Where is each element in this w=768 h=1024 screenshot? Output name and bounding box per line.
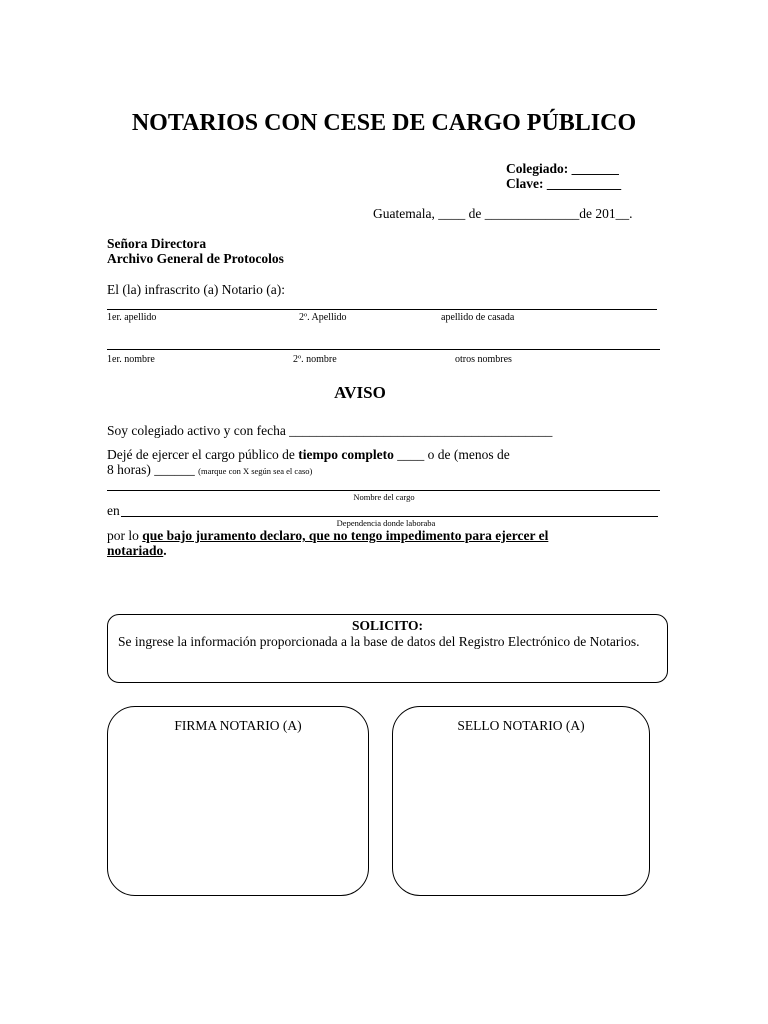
ejercer-instruction: (marque con X según sea el caso) (198, 466, 313, 476)
sello-label: SELLO NOTARIO (A) (457, 718, 585, 733)
en-label: en (107, 503, 120, 518)
ejercer-line-2 (107, 462, 312, 478)
declaracion-text: que bajo juramento declaro, que no tengo impedimento para ejercer el (142, 528, 549, 543)
solicito-text: Se ingrese la información proporcionada a la base de datos del Registro Electrónico de Notarios. (118, 634, 640, 649)
surname-label-2: 2º. Apellido (299, 312, 347, 323)
ejercer-line2-prefix: 8 horas) ______ (107, 462, 199, 477)
date-line: Guatemala, ____ de ______________de 201__. (373, 206, 633, 221)
name-label-1: 1er. nombre (107, 354, 155, 365)
declaracion-prefix: por lo (107, 528, 143, 543)
sello-box (392, 706, 650, 896)
solicito-box (107, 614, 668, 683)
name-label-2: 2º. nombre (293, 354, 337, 365)
solicito-heading: SOLICITO: (351, 618, 424, 633)
clave-field: Clave: ___________ (506, 176, 622, 191)
surname-label-3: apellido de casada (441, 312, 515, 323)
document-title: NOTARIOS CON CESE DE CARGO PÚBLICO (131, 110, 637, 136)
cargo-caption: Nombre del cargo (353, 492, 415, 502)
tiempo-completo: tiempo completo (298, 447, 394, 462)
cargo-line (107, 490, 660, 491)
dependencia-caption: Dependencia donde laboraba (336, 518, 436, 528)
declaracion-line-2 (107, 543, 167, 559)
declaracion-notariado: notariado (107, 543, 164, 558)
firma-box (107, 706, 369, 896)
colegiado-fecha-line: Soy colegiado activo y con fecha _______________________________________ (107, 423, 553, 438)
name-label-3: otros nombres (455, 354, 512, 365)
dependencia-line (121, 516, 658, 517)
recipient-title: Señora Directora (107, 236, 207, 251)
ejercer-prefix: Dejé de ejercer el cargo público de (107, 447, 299, 462)
infrascrito-label: El (la) infrascrito (a) Notario (a): (107, 282, 286, 297)
surnames-line (107, 309, 657, 310)
declaracion-end: . (163, 543, 167, 558)
names-line (107, 349, 660, 350)
surname-label-1: 1er. apellido (107, 312, 157, 323)
aviso-heading: AVISO (334, 383, 386, 402)
firma-label: FIRMA NOTARIO (A) (174, 718, 302, 733)
recipient-office: Archivo General de Protocolos (107, 251, 284, 266)
ejercer-line-1 (107, 447, 510, 463)
colegiado-field: Colegiado: _______ (506, 161, 619, 176)
declaracion-line-1 (107, 528, 660, 544)
ejercer-suffix: ____ o de (menos de (393, 447, 510, 462)
